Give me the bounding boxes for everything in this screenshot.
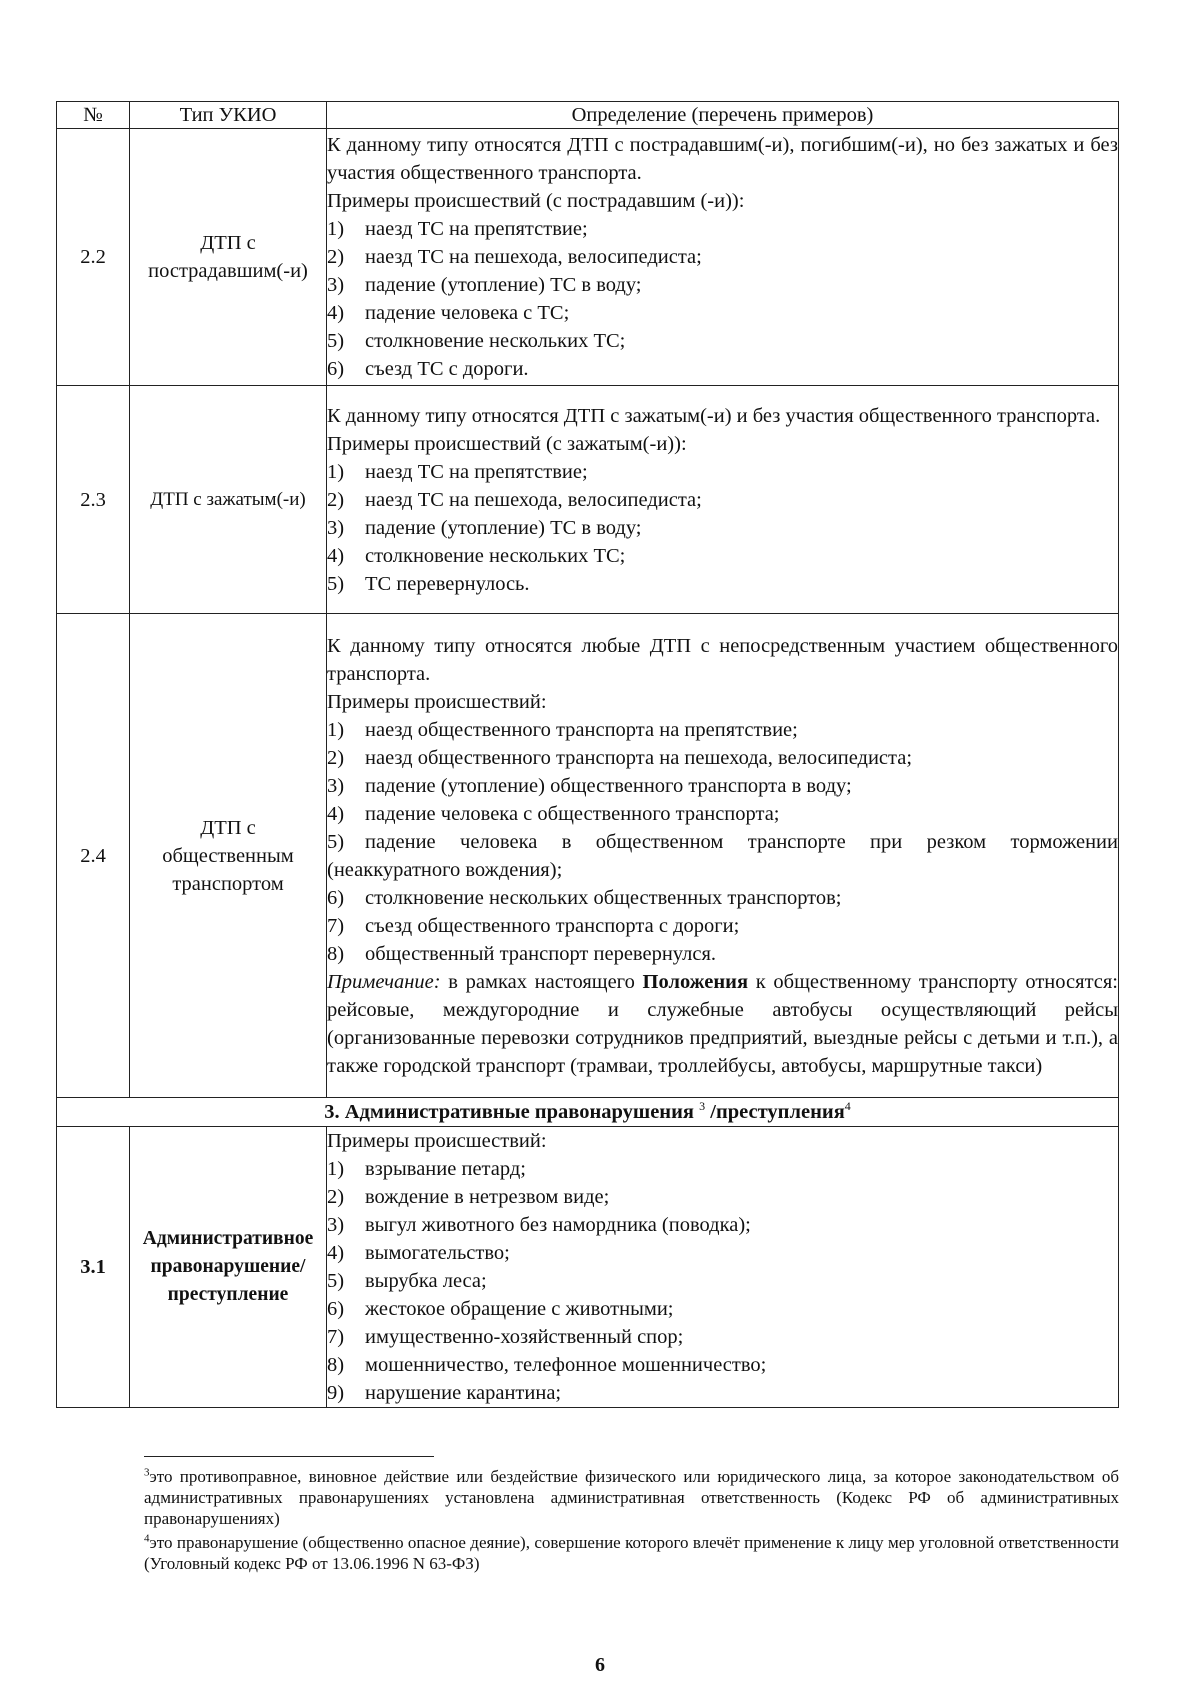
row-type: ДТП с пострадавшим(-и)	[130, 129, 327, 386]
list-item: 3) падение (утопление) ТС в воду;	[327, 274, 642, 296]
list-item: 8) мошенничество, телефонное мошенничество;	[327, 1354, 767, 1376]
list-item: 3) выгул животного без намордника (поводка);	[327, 1214, 751, 1236]
examples-list	[327, 1155, 1118, 1407]
list-item: 3) падение (утопление) общественного транспорта в воду;	[327, 774, 852, 797]
footnote-ref-4: 4	[844, 1099, 851, 1114]
note-label: Примечание:	[327, 970, 441, 993]
examples-label: Примеры происшествий (с пострадавшим (-и)):	[327, 190, 745, 212]
list-item: 2) наезд ТС на пешехода, велосипедиста;	[327, 488, 702, 511]
definition-intro: К данному типу относятся ДТП с пострадавшим(-и), погибшим(-и), но без зажатых и без участия общественного транспорта.	[327, 134, 1118, 184]
list-item: 1) наезд общественного транспорта на препятствие;	[327, 718, 798, 741]
list-item: 1) наезд ТС на препятствие;	[327, 460, 588, 483]
row-definition	[327, 386, 1119, 614]
row-number: 2.4	[57, 614, 130, 1098]
definition-intro: К данному типу относятся любые ДТП с непосредственным участием общественного транспорта.	[327, 634, 1118, 685]
list-item: 7) имущественно-хозяйственный спор;	[327, 1326, 684, 1348]
list-item: 4) падение человека с ТС;	[327, 302, 570, 324]
list-item: 6) съезд ТС с дороги.	[327, 358, 529, 380]
list-item: 2) вождение в нетрезвом виде;	[327, 1186, 610, 1208]
row-number: 2.3	[57, 386, 130, 614]
list-item: 2) наезд общественного транспорта на пешехода, велосипедиста;	[327, 746, 913, 769]
definition-intro: К данному типу относятся ДТП с зажатым(-и) и без участия общественного транспорта.	[327, 404, 1101, 427]
header-definition: Определение (перечень примеров)	[327, 102, 1119, 129]
row-definition	[327, 1127, 1119, 1408]
row-definition	[327, 614, 1119, 1098]
row-number: 2.2	[57, 129, 130, 386]
footnote-3: $^3$это противоправное, виновное действие или бездействие физического или юридического лица, за которое законодательством об административных правонарушениях установлена административная ответственность (Кодекс РФ об административных правонарушениях)	[144, 1466, 1119, 1528]
list-item: 2) наезд ТС на пешехода, велосипедиста;	[327, 246, 702, 268]
table-row	[57, 129, 1119, 386]
section-row	[57, 1098, 1119, 1127]
list-item: 5) ТС перевернулось.	[327, 572, 530, 595]
table-header-row	[57, 102, 1119, 129]
table-row	[57, 1127, 1119, 1408]
list-item: 5) падение человека в общественном транспорте при резком торможении (неаккуратного вождения);	[327, 830, 1118, 881]
row-type: ДТП с зажатым(-и)	[130, 386, 327, 614]
examples-label: Примеры происшествий (с зажатым(-и)):	[327, 432, 687, 455]
row-type: Административное правонарушение/ преступление	[130, 1127, 327, 1408]
list-item: 5) столкновение нескольких ТС;	[327, 330, 626, 352]
list-item: 7) съезд общественного транспорта с дороги;	[327, 914, 740, 937]
note-bold-term: Положения	[642, 970, 749, 993]
table-row	[57, 386, 1119, 614]
footnote-ref-3: 3	[699, 1099, 706, 1114]
row-number: 3.1	[57, 1127, 130, 1408]
list-item: 1) взрывание петард;	[327, 1158, 526, 1180]
footnote-separator	[144, 1456, 434, 1457]
row-type: ДТП с общественным транспортом	[130, 614, 327, 1098]
definition-note: Примечание: в рамках настоящего Положения к общественному транспорту относятся: рейсовые, междугородние и служебные автобусы осуществляющий рейсы (организованные перевозки сотрудников предприятий, выездные рейсы с детьми и т.п.), а также городской транспорт (трамваи, троллейбусы, автобусы, маршрутные такси)	[327, 970, 1118, 1077]
list-item: 1) наезд ТС на препятствие;	[327, 218, 588, 240]
examples-list	[327, 215, 1118, 383]
examples-list	[327, 458, 1118, 598]
examples-list	[327, 716, 1118, 968]
list-item: 6) столкновение нескольких общественных транспортов;	[327, 886, 842, 909]
section-heading: 3. Административные правонарушения $^3$ /преступления$^4$	[57, 1098, 1119, 1127]
list-item: 5) вырубка леса;	[327, 1270, 487, 1292]
list-item: 4) столкновение нескольких ТС;	[327, 544, 626, 567]
list-item: 8) общественный транспорт перевернулся.	[327, 942, 717, 965]
table-row	[57, 614, 1119, 1098]
list-item: 6) жестокое обращение с животными;	[327, 1298, 674, 1320]
footnote-4: $^4$это правонарушение (общественно опасное деяние), совершение которого влечёт применение к лицу мер уголовной ответственности (Уголовный кодекс РФ от 13.06.1996 N 63-ФЗ)	[144, 1532, 1119, 1573]
examples-label: Примеры происшествий:	[327, 1130, 547, 1152]
header-type: Тип УКИО	[130, 102, 327, 129]
row-definition	[327, 129, 1119, 386]
header-number: №	[57, 102, 130, 129]
list-item: 4) вымогательство;	[327, 1242, 510, 1264]
page-number: 6	[595, 1654, 605, 1676]
list-item: 9) нарушение карантина;	[327, 1382, 562, 1404]
list-item: 3) падение (утопление) ТС в воду;	[327, 516, 642, 539]
ukio-table	[56, 101, 1119, 1408]
examples-label: Примеры происшествий:	[327, 690, 547, 713]
list-item: 4) падение человека с общественного транспорта;	[327, 802, 780, 825]
